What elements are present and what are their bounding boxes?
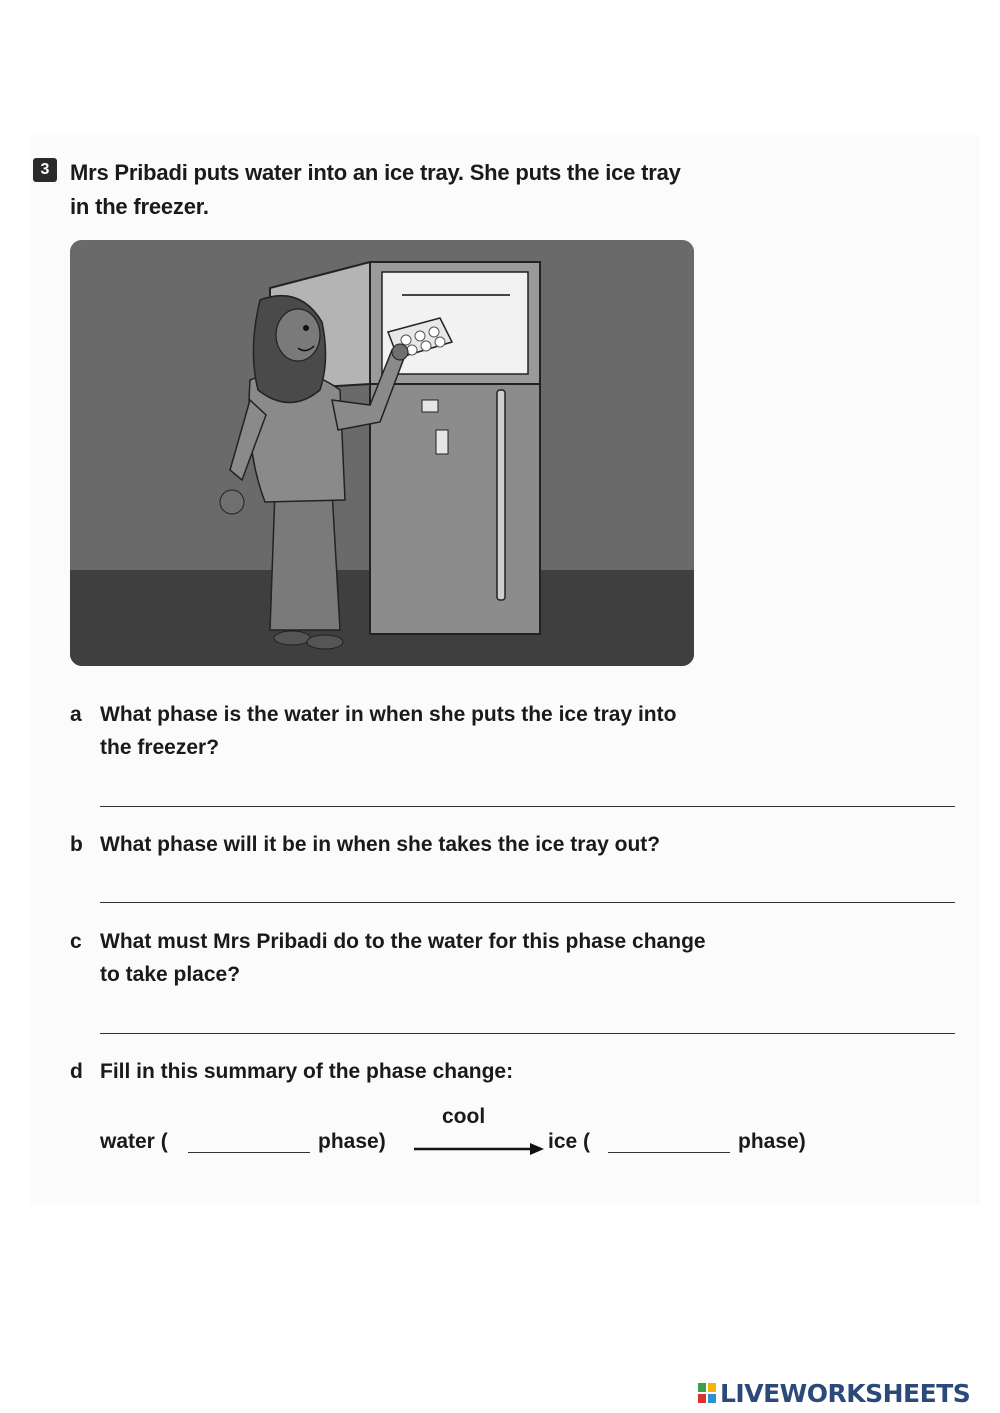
part-c-text bbox=[100, 925, 860, 991]
answer-line-b[interactable] bbox=[100, 902, 955, 903]
part-a-line-2: the freezer? bbox=[100, 736, 220, 759]
part-b-text bbox=[100, 828, 860, 861]
part-c-line-1: What must Mrs Pribadi do to the water for this phase change bbox=[100, 930, 706, 953]
summary-phase-close-1: phase) bbox=[318, 1130, 386, 1153]
summary-phase-close-2: phase) bbox=[738, 1130, 806, 1153]
part-b-letter: b bbox=[70, 833, 83, 856]
answer-line-c[interactable] bbox=[100, 1033, 955, 1034]
fridge-note bbox=[436, 430, 448, 454]
answer-line-a[interactable] bbox=[100, 806, 955, 807]
intro-line-1: Mrs Pribadi puts water into an ice tray. She puts the ice tray bbox=[70, 160, 681, 185]
part-c-line-2: to take place? bbox=[100, 963, 241, 986]
part-a-letter: a bbox=[70, 703, 82, 726]
fridge-magnet bbox=[422, 400, 438, 412]
question-part-b bbox=[70, 828, 860, 861]
summary-start: water ( bbox=[100, 1130, 168, 1153]
logo-mark-icon bbox=[697, 1382, 717, 1404]
part-b-line-1: What phase will it be in when she takes the ice tray out? bbox=[100, 833, 661, 856]
phase-change-arrow bbox=[414, 1141, 544, 1157]
question-intro bbox=[70, 156, 830, 224]
blank-ice-phase[interactable] bbox=[608, 1152, 730, 1153]
intro-line-2: in the freezer. bbox=[70, 194, 209, 219]
freezer-illustration-svg bbox=[70, 240, 694, 666]
part-a-line-1: What phase is the water in when she puts the ice tray into bbox=[100, 703, 677, 726]
part-d-text bbox=[100, 1055, 860, 1088]
summary-middle: ice ( bbox=[548, 1130, 591, 1153]
blank-water-phase[interactable] bbox=[188, 1152, 310, 1153]
liveworksheets-logo bbox=[697, 1376, 970, 1410]
logo-text: LIVEWORKSHEETS bbox=[720, 1378, 971, 1408]
fridge-handle bbox=[497, 390, 505, 600]
part-a-text bbox=[100, 698, 860, 764]
question-number-badge: 3 bbox=[33, 158, 57, 182]
part-c-letter: c bbox=[70, 930, 82, 953]
freezer-illustration bbox=[70, 240, 694, 666]
question-part-a bbox=[70, 698, 860, 764]
part-d-letter: d bbox=[70, 1060, 83, 1083]
question-part-c bbox=[70, 925, 860, 991]
question-part-d bbox=[70, 1055, 860, 1088]
arrow-label-cool: cool bbox=[442, 1105, 486, 1128]
part-d-line-1: Fill in this summary of the phase change: bbox=[100, 1060, 514, 1083]
